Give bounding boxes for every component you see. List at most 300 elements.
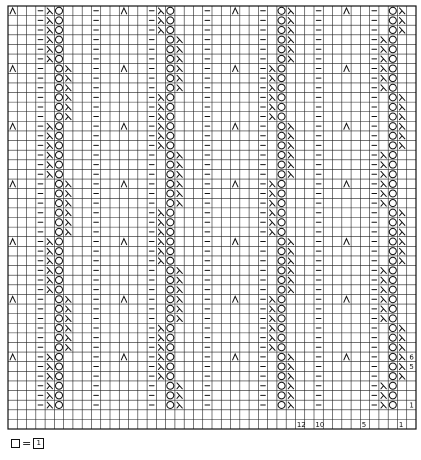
ssk-symbol xyxy=(10,8,15,14)
yarn-over-symbol xyxy=(278,142,285,149)
ssk-symbol xyxy=(344,296,349,302)
k2tog-symbol xyxy=(158,373,163,379)
yarn-over-symbol xyxy=(55,84,62,91)
ssk-symbol xyxy=(233,66,238,72)
k2tog-symbol xyxy=(47,354,52,360)
k2tog-symbol xyxy=(158,114,163,120)
k2tog-symbol xyxy=(270,229,275,235)
yarn-over-symbol xyxy=(55,113,62,120)
yarn-over-symbol xyxy=(278,190,285,197)
k2tog-symbol xyxy=(177,75,182,81)
yarn-over-symbol xyxy=(167,84,174,91)
k2tog-symbol xyxy=(288,152,293,158)
yarn-over-symbol xyxy=(389,94,396,101)
k2tog-symbol xyxy=(381,46,386,52)
k2tog-symbol xyxy=(47,46,52,52)
yarn-over-symbol xyxy=(167,65,174,72)
ssk-symbol xyxy=(344,239,349,245)
yarn-over-symbol xyxy=(167,276,174,283)
yarn-over-symbol xyxy=(55,315,62,322)
yarn-over-symbol xyxy=(55,75,62,82)
k2tog-symbol xyxy=(47,143,52,149)
k2tog-symbol xyxy=(66,66,71,72)
k2tog-symbol xyxy=(381,66,386,72)
k2tog-symbol xyxy=(66,335,71,341)
k2tog-symbol xyxy=(66,306,71,312)
yarn-over-symbol xyxy=(389,267,396,274)
yarn-over-symbol xyxy=(389,401,396,408)
k2tog-symbol xyxy=(288,258,293,264)
k2tog-symbol xyxy=(47,162,52,168)
yarn-over-symbol xyxy=(55,219,62,226)
k2tog-symbol xyxy=(399,8,404,14)
k2tog-symbol xyxy=(47,27,52,33)
yarn-over-symbol xyxy=(278,84,285,91)
k2tog-symbol xyxy=(270,316,275,322)
k2tog-symbol xyxy=(177,85,182,91)
yarn-over-symbol xyxy=(167,7,174,14)
yarn-over-symbol xyxy=(389,36,396,43)
yarn-over-symbol xyxy=(278,392,285,399)
k2tog-symbol xyxy=(47,402,52,408)
yarn-over-symbol xyxy=(389,132,396,139)
k2tog-symbol xyxy=(177,277,182,283)
yarn-over-symbol xyxy=(278,94,285,101)
yarn-over-symbol xyxy=(278,344,285,351)
yarn-over-symbol xyxy=(278,219,285,226)
yarn-over-symbol xyxy=(278,238,285,245)
yarn-over-symbol xyxy=(389,248,396,255)
k2tog-symbol xyxy=(158,354,163,360)
ssk-symbol xyxy=(10,123,15,129)
yarn-over-symbol xyxy=(167,238,174,245)
k2tog-symbol xyxy=(288,277,293,283)
k2tog-symbol xyxy=(288,133,293,139)
k2tog-symbol xyxy=(288,392,293,398)
k2tog-symbol xyxy=(270,219,275,225)
k2tog-symbol xyxy=(288,56,293,62)
yarn-over-symbol xyxy=(278,151,285,158)
yarn-over-symbol xyxy=(389,46,396,53)
yarn-over-symbol xyxy=(167,200,174,207)
k2tog-symbol xyxy=(288,27,293,33)
k2tog-symbol xyxy=(399,239,404,245)
k2tog-symbol xyxy=(381,392,386,398)
yarn-over-symbol xyxy=(167,113,174,120)
yarn-over-symbol xyxy=(278,257,285,264)
k2tog-symbol xyxy=(399,373,404,379)
column-number: 5 xyxy=(361,420,367,429)
k2tog-symbol xyxy=(288,267,293,273)
ssk-symbol xyxy=(344,181,349,187)
yarn-over-symbol xyxy=(167,401,174,408)
yarn-over-symbol xyxy=(167,55,174,62)
k2tog-symbol xyxy=(288,8,293,14)
yarn-over-symbol xyxy=(55,305,62,312)
yarn-over-symbol xyxy=(167,190,174,197)
yarn-over-symbol xyxy=(389,84,396,91)
k2tog-symbol xyxy=(47,364,52,370)
yarn-over-symbol xyxy=(278,363,285,370)
k2tog-symbol xyxy=(288,18,293,24)
legend-key-square xyxy=(33,438,44,449)
k2tog-symbol xyxy=(158,229,163,235)
k2tog-symbol xyxy=(66,181,71,187)
k2tog-symbol xyxy=(288,143,293,149)
yarn-over-symbol xyxy=(167,315,174,322)
yarn-over-symbol xyxy=(167,161,174,168)
yarn-over-symbol xyxy=(389,286,396,293)
k2tog-symbol xyxy=(177,56,182,62)
k2tog-symbol xyxy=(177,191,182,197)
k2tog-symbol xyxy=(399,18,404,24)
k2tog-symbol xyxy=(381,162,386,168)
ssk-symbol xyxy=(344,354,349,360)
column-number: 1 xyxy=(398,420,404,429)
k2tog-symbol xyxy=(399,219,404,225)
yarn-over-symbol xyxy=(389,180,396,187)
ssk-symbol xyxy=(10,66,15,72)
yarn-over-symbol xyxy=(167,228,174,235)
yarn-over-symbol xyxy=(389,363,396,370)
k2tog-symbol xyxy=(177,37,182,43)
yarn-over-symbol xyxy=(278,315,285,322)
yarn-over-symbol xyxy=(55,334,62,341)
yarn-over-symbol xyxy=(278,200,285,207)
k2tog-symbol xyxy=(177,306,182,312)
k2tog-symbol xyxy=(66,75,71,81)
yarn-over-symbol xyxy=(389,55,396,62)
k2tog-symbol xyxy=(66,104,71,110)
yarn-over-symbol xyxy=(389,315,396,322)
yarn-over-symbol xyxy=(278,7,285,14)
k2tog-symbol xyxy=(288,287,293,293)
yarn-over-symbol xyxy=(278,36,285,43)
yarn-over-symbol xyxy=(55,161,62,168)
k2tog-symbol xyxy=(399,229,404,235)
k2tog-symbol xyxy=(47,258,52,264)
yarn-over-symbol xyxy=(389,276,396,283)
yarn-over-symbol xyxy=(55,353,62,360)
k2tog-symbol xyxy=(381,152,386,158)
ssk-symbol xyxy=(10,354,15,360)
k2tog-symbol xyxy=(66,296,71,302)
yarn-over-symbol xyxy=(167,151,174,158)
k2tog-symbol xyxy=(47,277,52,283)
yarn-over-symbol xyxy=(55,257,62,264)
yarn-over-symbol xyxy=(167,305,174,312)
yarn-over-symbol xyxy=(389,219,396,226)
k2tog-symbol xyxy=(270,200,275,206)
yarn-over-symbol xyxy=(55,382,62,389)
k2tog-symbol xyxy=(158,344,163,350)
k2tog-symbol xyxy=(399,123,404,129)
k2tog-symbol xyxy=(270,296,275,302)
yarn-over-symbol xyxy=(55,27,62,34)
yarn-over-symbol xyxy=(167,392,174,399)
ssk-symbol xyxy=(233,354,238,360)
k2tog-symbol xyxy=(158,258,163,264)
k2tog-symbol xyxy=(158,133,163,139)
yarn-over-symbol xyxy=(55,36,62,43)
k2tog-symbol xyxy=(47,239,52,245)
k2tog-symbol xyxy=(47,123,52,129)
k2tog-symbol xyxy=(158,123,163,129)
k2tog-symbol xyxy=(270,325,275,331)
yarn-over-symbol xyxy=(389,392,396,399)
k2tog-symbol xyxy=(66,85,71,91)
k2tog-symbol xyxy=(177,46,182,52)
k2tog-symbol xyxy=(270,335,275,341)
yarn-over-symbol xyxy=(167,325,174,332)
k2tog-symbol xyxy=(288,373,293,379)
k2tog-symbol xyxy=(399,94,404,100)
k2tog-symbol xyxy=(381,56,386,62)
yarn-over-symbol xyxy=(278,180,285,187)
k2tog-symbol xyxy=(381,171,386,177)
ssk-symbol xyxy=(344,66,349,72)
yarn-over-symbol xyxy=(278,55,285,62)
yarn-over-symbol xyxy=(389,113,396,120)
yarn-over-symbol xyxy=(55,7,62,14)
k2tog-symbol xyxy=(399,27,404,33)
k2tog-symbol xyxy=(288,402,293,408)
k2tog-symbol xyxy=(66,325,71,331)
yarn-over-symbol xyxy=(389,382,396,389)
yarn-over-symbol xyxy=(55,276,62,283)
k2tog-symbol xyxy=(381,37,386,43)
ssk-symbol xyxy=(233,123,238,129)
yarn-over-symbol xyxy=(55,248,62,255)
yarn-over-symbol xyxy=(389,305,396,312)
k2tog-symbol xyxy=(47,383,52,389)
k2tog-symbol xyxy=(270,94,275,100)
k2tog-symbol xyxy=(177,162,182,168)
k2tog-symbol xyxy=(270,75,275,81)
k2tog-symbol xyxy=(66,191,71,197)
k2tog-symbol xyxy=(158,18,163,24)
k2tog-symbol xyxy=(158,27,163,33)
yarn-over-symbol xyxy=(167,286,174,293)
k2tog-symbol xyxy=(66,200,71,206)
yarn-over-symbol xyxy=(278,171,285,178)
yarn-over-symbol xyxy=(55,344,62,351)
yarn-over-symbol xyxy=(278,46,285,53)
yarn-over-symbol xyxy=(55,286,62,293)
ssk-symbol xyxy=(121,354,126,360)
yarn-over-symbol xyxy=(278,248,285,255)
ssk-symbol xyxy=(121,239,126,245)
k2tog-symbol xyxy=(158,239,163,245)
yarn-over-symbol xyxy=(278,353,285,360)
yarn-over-symbol xyxy=(278,132,285,139)
yarn-over-symbol xyxy=(55,180,62,187)
yarn-over-symbol xyxy=(55,151,62,158)
k2tog-symbol xyxy=(177,296,182,302)
yarn-over-symbol xyxy=(278,286,285,293)
yarn-over-symbol xyxy=(167,373,174,380)
k2tog-symbol xyxy=(47,373,52,379)
k2tog-symbol xyxy=(288,123,293,129)
yarn-over-symbol xyxy=(278,65,285,72)
k2tog-symbol xyxy=(288,239,293,245)
k2tog-symbol xyxy=(47,152,52,158)
k2tog-symbol xyxy=(399,210,404,216)
k2tog-symbol xyxy=(158,8,163,14)
yarn-over-symbol xyxy=(167,257,174,264)
k2tog-symbol xyxy=(381,267,386,273)
k2tog-symbol xyxy=(270,181,275,187)
yarn-over-symbol xyxy=(389,65,396,72)
yarn-over-symbol xyxy=(278,123,285,130)
k2tog-symbol xyxy=(288,171,293,177)
ssk-symbol xyxy=(344,8,349,14)
yarn-over-symbol xyxy=(389,103,396,110)
yarn-over-symbol xyxy=(55,46,62,53)
yarn-over-symbol xyxy=(278,228,285,235)
yarn-over-symbol xyxy=(167,209,174,216)
yarn-over-symbol xyxy=(389,7,396,14)
ssk-symbol xyxy=(121,296,126,302)
yarn-over-symbol xyxy=(55,296,62,303)
yarn-over-symbol xyxy=(389,228,396,235)
yarn-over-symbol xyxy=(55,392,62,399)
ssk-symbol xyxy=(10,296,15,302)
k2tog-symbol xyxy=(288,37,293,43)
k2tog-symbol xyxy=(177,66,182,72)
yarn-over-symbol xyxy=(167,180,174,187)
k2tog-symbol xyxy=(270,210,275,216)
yarn-over-symbol xyxy=(167,132,174,139)
k2tog-symbol xyxy=(399,248,404,254)
k2tog-symbol xyxy=(381,383,386,389)
k2tog-symbol xyxy=(399,335,404,341)
k2tog-symbol xyxy=(66,344,71,350)
k2tog-symbol xyxy=(399,143,404,149)
yarn-over-symbol xyxy=(167,334,174,341)
k2tog-symbol xyxy=(177,181,182,187)
k2tog-symbol xyxy=(399,344,404,350)
k2tog-symbol xyxy=(270,104,275,110)
yarn-over-symbol xyxy=(278,325,285,332)
k2tog-symbol xyxy=(270,114,275,120)
legend-equals: = xyxy=(22,436,32,450)
yarn-over-symbol xyxy=(278,296,285,303)
yarn-over-symbol xyxy=(167,171,174,178)
k2tog-symbol xyxy=(381,316,386,322)
yarn-over-symbol xyxy=(167,46,174,53)
k2tog-symbol xyxy=(288,248,293,254)
k2tog-symbol xyxy=(381,191,386,197)
k2tog-symbol xyxy=(288,364,293,370)
yarn-over-symbol xyxy=(167,267,174,274)
yarn-over-symbol xyxy=(55,132,62,139)
yarn-over-symbol xyxy=(55,373,62,380)
yarn-over-symbol xyxy=(55,94,62,101)
k2tog-symbol xyxy=(47,287,52,293)
yarn-over-symbol xyxy=(389,27,396,34)
k2tog-symbol xyxy=(177,267,182,273)
k2tog-symbol xyxy=(158,219,163,225)
k2tog-symbol xyxy=(177,200,182,206)
k2tog-symbol xyxy=(66,114,71,120)
k2tog-symbol xyxy=(381,277,386,283)
yarn-over-symbol xyxy=(55,190,62,197)
yarn-over-symbol xyxy=(389,151,396,158)
yarn-over-symbol xyxy=(389,238,396,245)
ssk-symbol xyxy=(344,123,349,129)
yarn-over-symbol xyxy=(389,161,396,168)
k2tog-symbol xyxy=(381,306,386,312)
yarn-over-symbol xyxy=(389,190,396,197)
k2tog-symbol xyxy=(47,37,52,43)
yarn-over-symbol xyxy=(278,209,285,216)
yarn-over-symbol xyxy=(278,27,285,34)
k2tog-symbol xyxy=(381,296,386,302)
k2tog-symbol xyxy=(66,316,71,322)
k2tog-symbol xyxy=(270,306,275,312)
k2tog-symbol xyxy=(47,18,52,24)
yarn-over-symbol xyxy=(55,238,62,245)
ssk-symbol xyxy=(121,8,126,14)
k2tog-symbol xyxy=(270,191,275,197)
k2tog-symbol xyxy=(381,181,386,187)
yarn-over-symbol xyxy=(167,382,174,389)
ssk-symbol xyxy=(233,296,238,302)
k2tog-symbol xyxy=(381,75,386,81)
k2tog-symbol xyxy=(381,287,386,293)
k2tog-symbol xyxy=(399,104,404,110)
yarn-over-symbol xyxy=(55,267,62,274)
yarn-over-symbol xyxy=(278,103,285,110)
k2tog-symbol xyxy=(288,354,293,360)
k2tog-symbol xyxy=(47,133,52,139)
yarn-over-symbol xyxy=(55,17,62,24)
k2tog-symbol xyxy=(399,258,404,264)
row-number: 1 xyxy=(409,401,414,410)
k2tog-symbol xyxy=(47,392,52,398)
yarn-over-symbol xyxy=(55,363,62,370)
k2tog-symbol xyxy=(270,85,275,91)
yarn-over-symbol xyxy=(389,296,396,303)
k2tog-symbol xyxy=(177,171,182,177)
yarn-over-symbol xyxy=(55,65,62,72)
yarn-over-symbol xyxy=(55,55,62,62)
k2tog-symbol xyxy=(288,162,293,168)
yarn-over-symbol xyxy=(278,75,285,82)
yarn-over-symbol xyxy=(389,334,396,341)
yarn-over-symbol xyxy=(55,142,62,149)
k2tog-symbol xyxy=(177,402,182,408)
k2tog-symbol xyxy=(47,171,52,177)
ssk-symbol xyxy=(121,66,126,72)
yarn-over-symbol xyxy=(55,325,62,332)
yarn-over-symbol xyxy=(278,305,285,312)
row-number: 6 xyxy=(409,353,414,362)
column-number: 12 xyxy=(296,420,306,429)
yarn-over-symbol xyxy=(389,142,396,149)
yarn-over-symbol xyxy=(167,353,174,360)
k2tog-symbol xyxy=(158,325,163,331)
yarn-over-symbol xyxy=(55,209,62,216)
yarn-over-symbol xyxy=(167,75,174,82)
yarn-over-symbol xyxy=(55,200,62,207)
chart-legend xyxy=(11,436,44,450)
yarn-over-symbol xyxy=(167,17,174,24)
yarn-over-symbol xyxy=(167,296,174,303)
yarn-over-symbol xyxy=(55,401,62,408)
yarn-over-symbol xyxy=(389,325,396,332)
